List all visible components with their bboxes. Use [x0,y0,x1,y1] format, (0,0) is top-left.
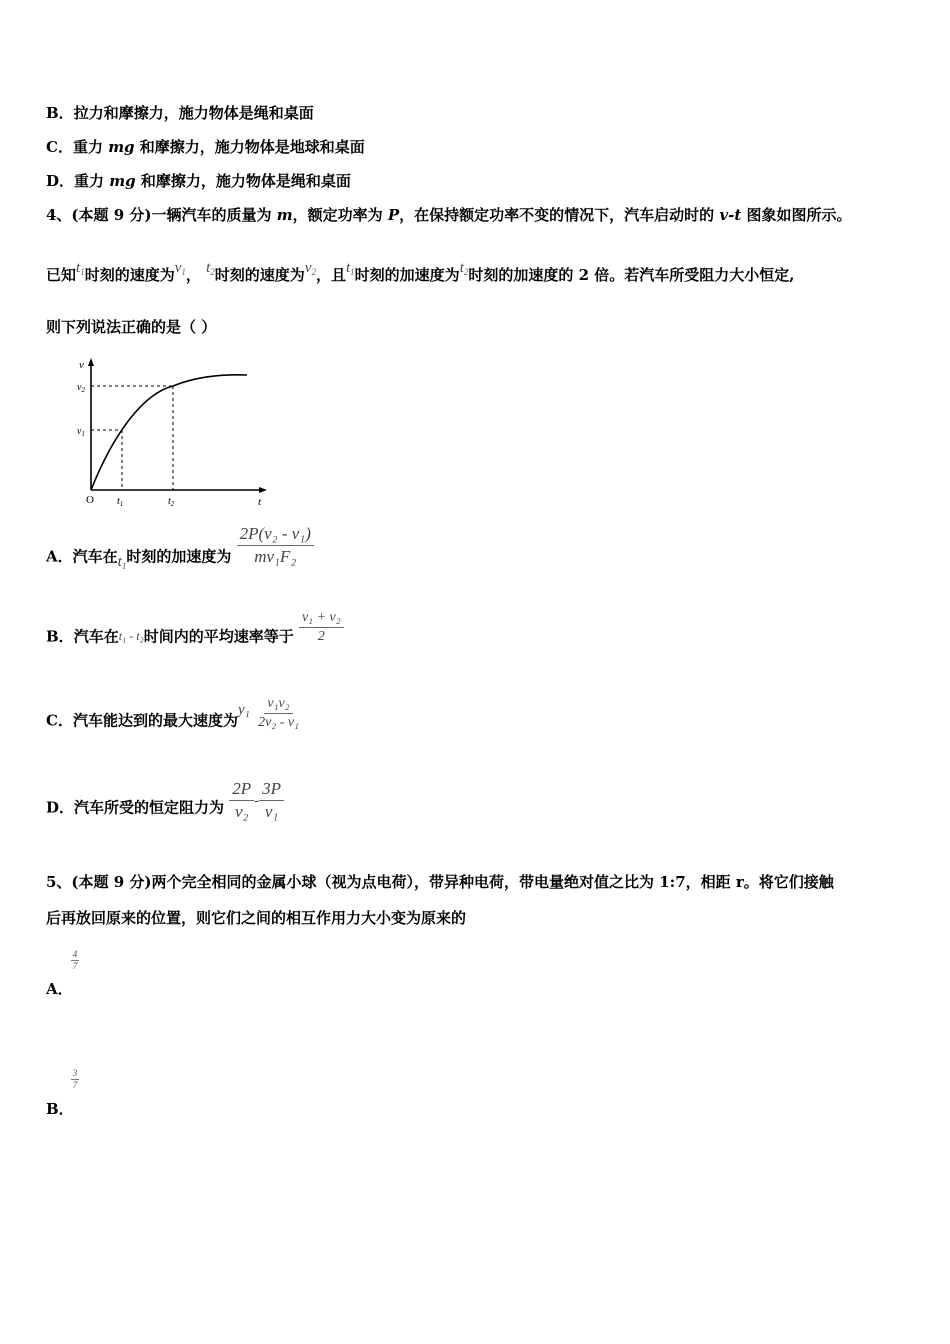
q4-stem-line3: 则下列说法正确的是（ ） [46,318,217,336]
t1-label: $t_1$ [117,496,124,508]
q5-option-b-fraction: 3 7 [72,1068,78,1090]
t2-symbol-2: $t_2$ [459,260,469,277]
option-b-fraction: $\frac{\text{v₁ + v₂}}{2}$ [299,610,344,645]
origin-label: O [86,494,94,506]
t1-inline: $t_1$ [117,553,127,571]
q5-option-a-fraction: 4 7 [72,949,78,971]
option-q4-d: D．汽车所受的恒定阻力为 $\frac{2P}{\text{v₂}}$ - $\frac{3P}{\text{v₁}}$ [46,787,284,830]
q5-option-a-letter: A． [46,980,73,998]
v1-label: $v_1$ [77,426,85,438]
q5-option-b-letter: B． [46,1100,74,1118]
q4-stem-line1: 4、(本题 9 分)一辆汽车的质量为 m，额定功率为 P，在保持额定功率不变的情况下，汽车启动时的 v-t 图象如图所示。 [46,206,852,224]
t2-label: $t_2$ [168,496,175,508]
option-q4-c: C．汽车能达到的最大速度为y₁ $\frac{\text{v₁v₂}}{\text{2v₂ - v₁}}$ [46,704,302,739]
t1-symbol: $t_1$ [76,260,85,277]
t1-symbol-2: $t_1$ [346,260,355,277]
t-axis-arrow [259,487,267,493]
option-c-fraction: $\frac{\text{v₁v₂}}{\text{2v₂ - v₁}}$ [258,696,299,730]
velocity-curve [91,375,247,490]
t2-symbol: $t_2$ [206,260,215,277]
option-q3-b: B．拉力和摩擦力，施力物体是绳和桌面 [46,104,314,122]
q5-stem-line2: 后再放回原来的位置，则它们之间的相互作用力大小变为原来的 [46,909,467,927]
v2-label: $v_2$ [77,382,85,394]
option-d-fraction-2: $\frac{3P}{\text{v₁}}$ [259,779,284,822]
v2-symbol: $v_2$ [304,260,316,277]
option-a-fraction: $\frac{\text{2P(v₂ - v₁)}}{\text{mv₁F₂}}$ [237,524,314,567]
v1-symbol: $v_1$ [174,260,186,277]
v-axis-arrow [88,358,94,366]
q4-stem-line2: 已知$t_1$时刻的速度为$v_1$， $t_2$时刻的速度为$v_2$，且$t_1$时刻的加速度为$t_2$时刻的加速度的 2 倍。若汽车所受阻力大小恒定, [46,260,795,284]
vt-graph [70,355,280,515]
v-axis-label: v [79,359,84,371]
q5-stem-line1: 5、(本题 9 分)两个完全相同的金属小球（视为点电荷），带异种电荷，带电量绝对值之比为 1:7，相距 r。将它们接触 [46,873,834,891]
t-axis-label: t [258,496,262,508]
option-q3-d: D．重力 mg 和摩擦力，施力物体是绳和桌面 [46,172,351,190]
option-q4-b: B．汽车在t₁ - t₂时间内的平均速率等于 $\frac{\text{v₁ + v₂}}{2}$ [46,620,344,655]
option-q3-c: C．重力 mg 和摩擦力，施力物体是地球和桌面 [46,138,365,156]
option-d-fraction-1: $\frac{2P}{\text{v₂}}$ [229,779,254,822]
option-q4-a: A．汽车在$t_1$时刻的加速度为 $\frac{\text{2P(v₂ - v₁)}}{\text{mv₁F₂}}$ [46,536,314,579]
